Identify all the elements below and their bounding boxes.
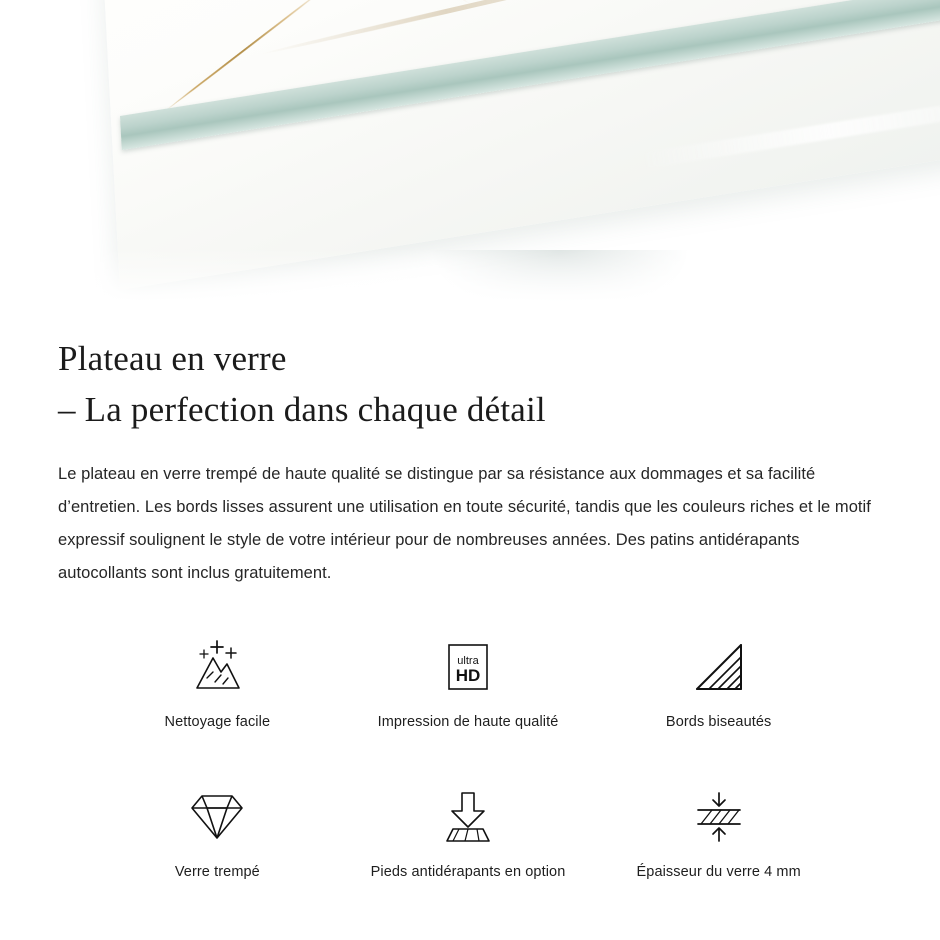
hd-text: HD [455,665,481,685]
description-paragraph: Le plateau en verre trempé de haute qualité se distingue par sa résistance aux dommages et sa facilité d’entretien. Les bords lisses assurent une utilisation en toute sécurité, tandis que les couleurs riches et le motif expressif soulignent le style de votre intérieur pour de nombreuses années. Des patins antidérapants autocollants sont inclus gratuitement. [58,464,871,582]
feature-grid [58,636,880,880]
feature-label: Bords biseautés [665,713,772,730]
feature-item [92,636,343,730]
marble-slab-surface [95,0,940,290]
feature-label: Verre trempé [174,863,260,880]
feature-item [593,786,844,880]
feature-item [343,636,594,730]
sparkle-wipe-icon [187,636,247,698]
thickness-arrows-icon [688,786,750,848]
feature-label: Épaisseur du verre 4 mm [636,863,801,880]
page-title [58,334,880,436]
hero-image [0,0,940,318]
page-title-line-1: Plateau en verre [58,339,287,378]
anti-slip-foot-icon [439,786,497,848]
feature-label: Nettoyage facile [164,713,271,730]
ultra-hd-icon [439,636,497,698]
feature-label: Pieds antidérapants en option [370,863,566,880]
feature-item [593,636,844,730]
beveled-edge-icon [691,636,747,698]
page-title-line-2: – La perfection dans chaque détail [58,389,546,429]
feature-item [343,786,594,880]
glass-panel-image [0,0,940,318]
hero-bottom-fade [0,248,940,318]
diamond-icon [186,786,248,848]
feature-label: Impression de haute qualité [377,713,559,730]
feature-item [92,786,343,880]
ultra-text: ultra [457,654,479,667]
text-content [0,318,940,880]
